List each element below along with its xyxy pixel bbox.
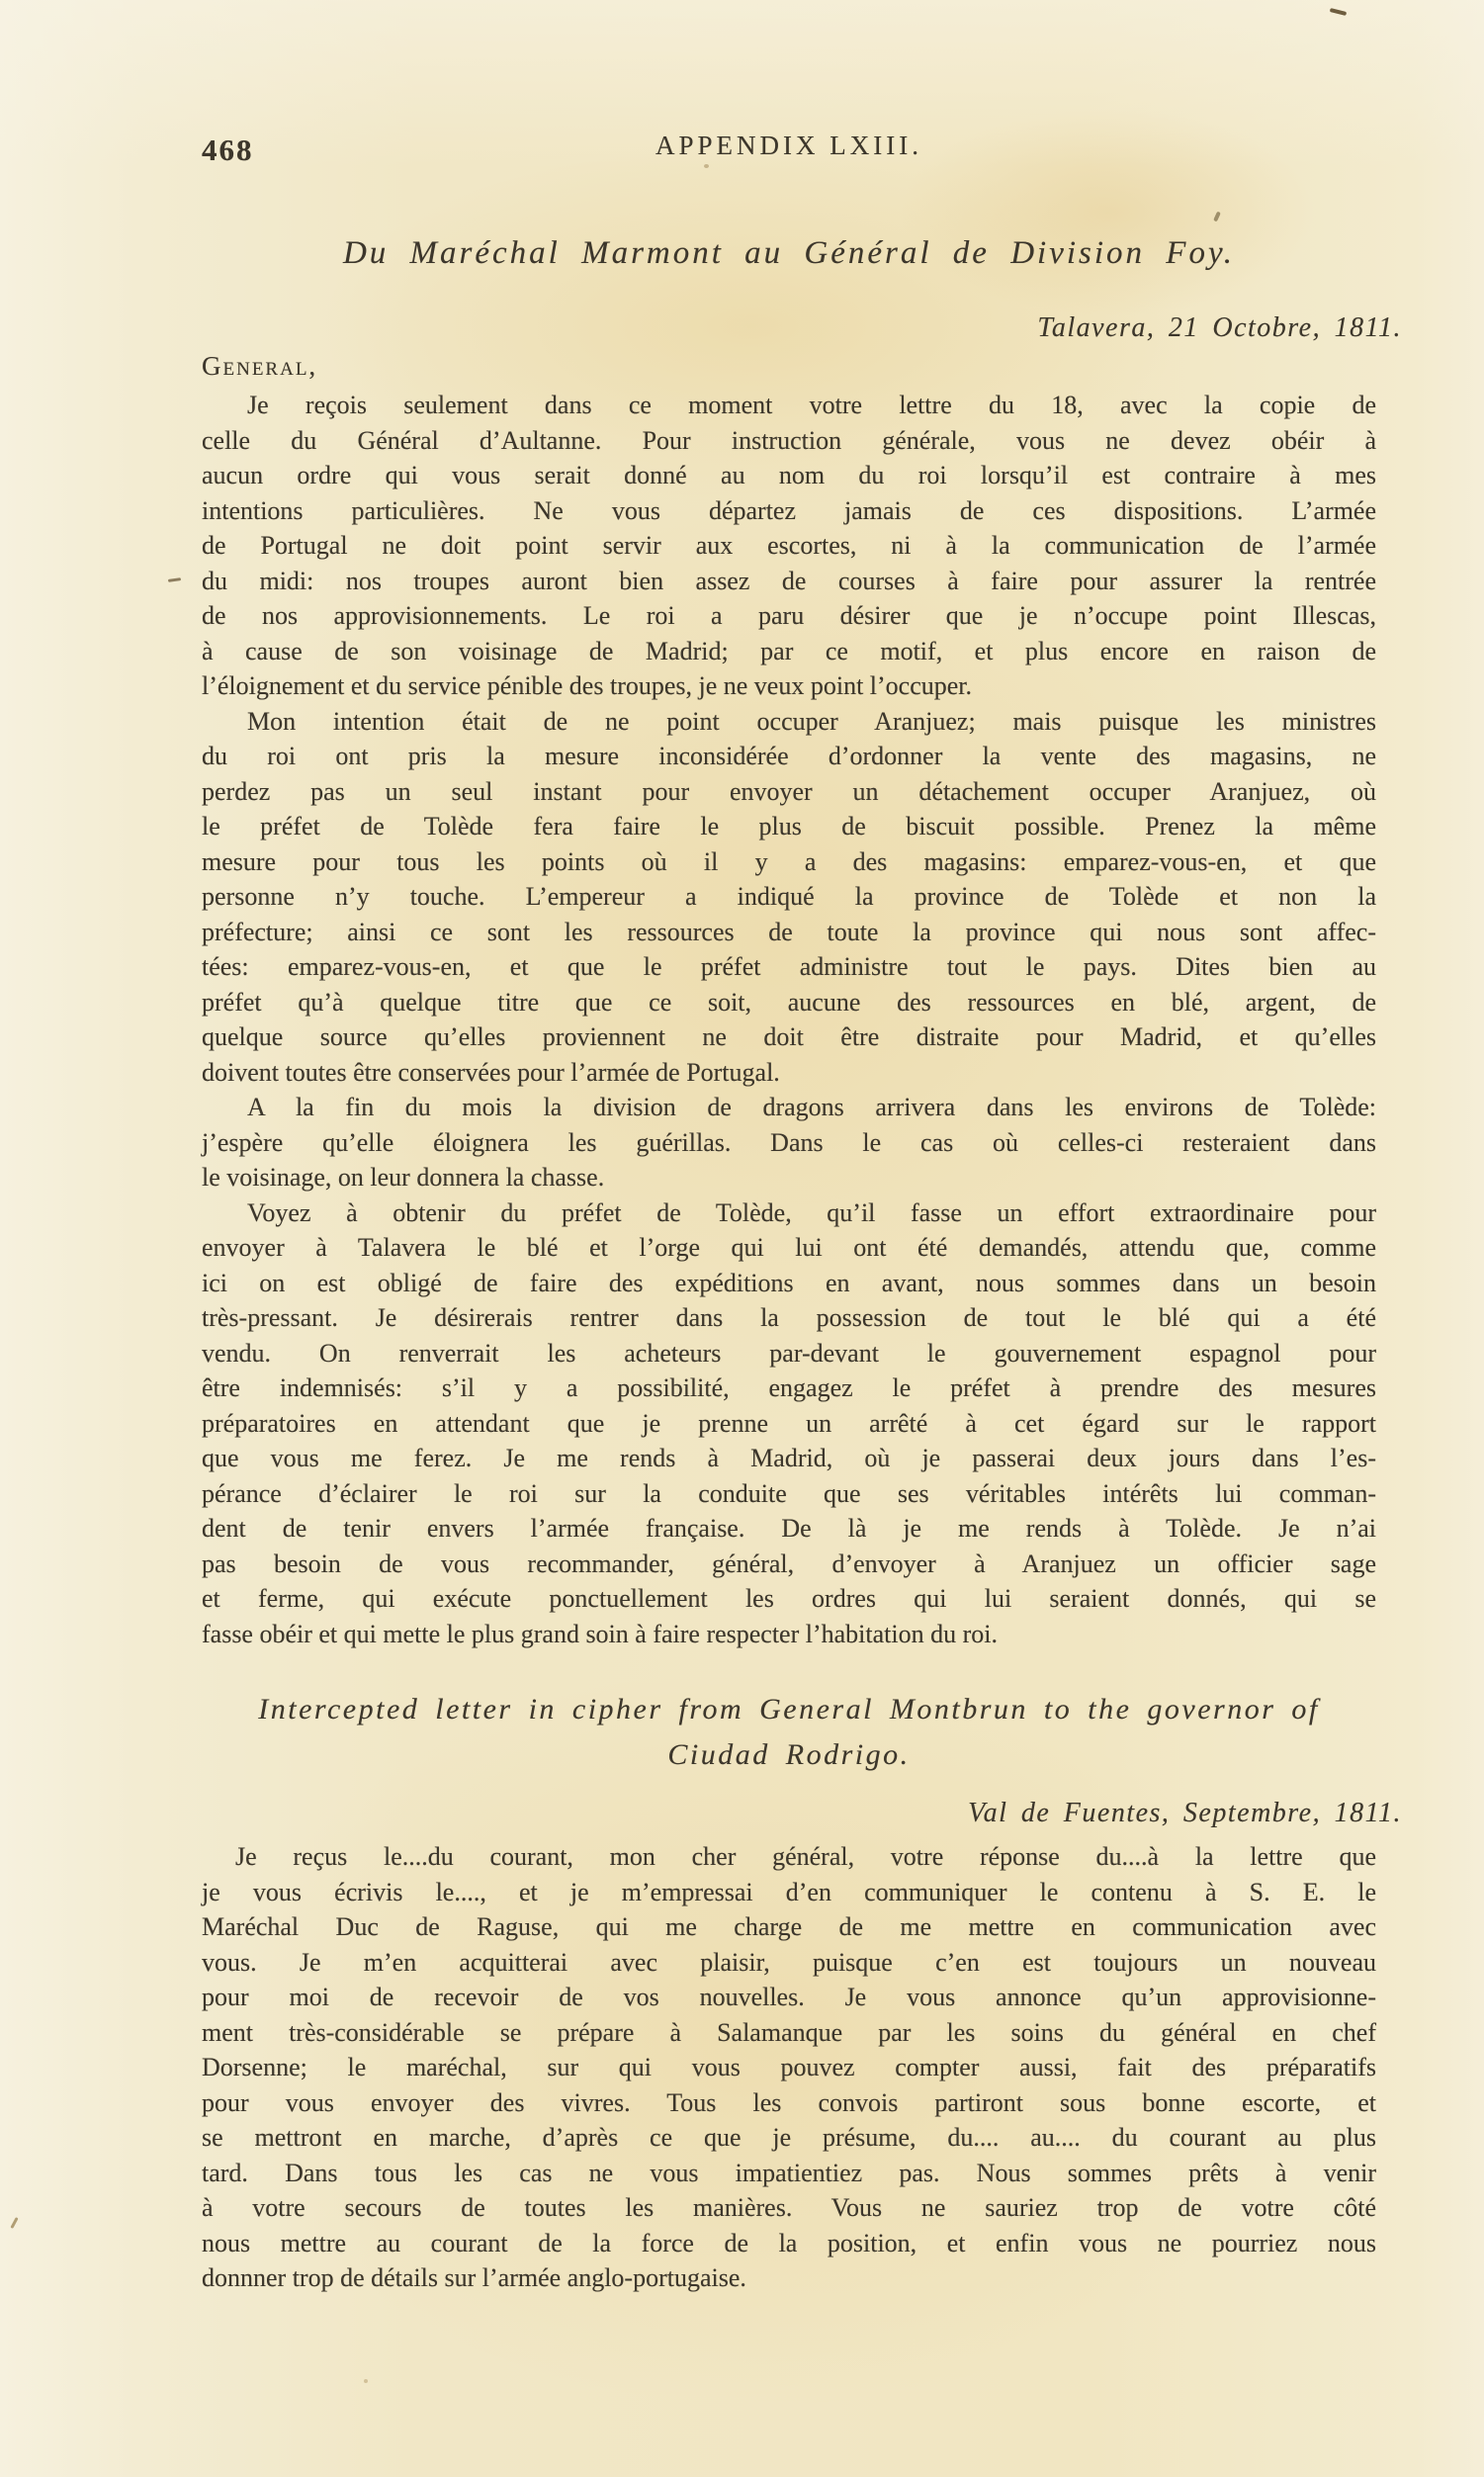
text-line: dent de tenir envers l’armée française. De là je me rends à Tolède. Je n’ai xyxy=(202,1514,1376,1543)
text-line: intentions particulières. Ne vous départez jamais de ces dispositions. L’armée xyxy=(202,495,1376,525)
text-line: vendu. On renverrait les acheteurs par-devant le gouvernement espagnol pour xyxy=(202,1338,1376,1368)
text-line: mesure pour tous les points où il y a des magasins: emparez-vous-en, et que xyxy=(202,846,1376,876)
text-line: tées: emparez-vous-en, et que le préfet administre tout le pays. Dites bien au xyxy=(202,952,1376,981)
paper-speck xyxy=(168,577,181,582)
text-line: A la fin du mois la division de dragons arrivera dans les environs de Tolède: xyxy=(247,1093,1376,1121)
paragraph xyxy=(202,1839,1376,2296)
running-head xyxy=(0,131,1484,170)
text-line: celle du Général d’Aultanne. Pour instruction générale, vous ne devez obéir à xyxy=(202,425,1376,455)
paper-speck xyxy=(364,2379,368,2383)
text-line: tard. Dans tous les cas ne vous impatientiez pas. Nous sommes prêts à venir xyxy=(202,2158,1376,2187)
page-number: 468 xyxy=(202,133,254,167)
text-line: nous mettre au courant de la force de la position, et enfin vous ne pourriez nous xyxy=(202,2228,1376,2257)
paragraph xyxy=(202,388,1376,704)
text-line: être indemnisés: s’il y a possibilité, engagez le préfet à prendre des mesures xyxy=(202,1373,1376,1402)
letter-montbrun-title-line2: Ciudad Rodrigo. xyxy=(667,1738,911,1771)
paper-speck xyxy=(10,2217,18,2229)
text-line: de nos approvisionnements. Le roi a paru désirer que je n’occupe point Illescas, xyxy=(202,601,1376,630)
paper-speck xyxy=(1213,212,1221,222)
text-line: préfet qu’à quelque titre que ce soit, aucune des ressources en blé, argent, de xyxy=(202,987,1376,1017)
paragraph xyxy=(202,1195,1376,1652)
text-line: ment très-considérable se prépare à Salamanque par les soins du général en chef xyxy=(202,2017,1376,2047)
text-line: doivent toutes être conservées pour l’armée de Portugal. xyxy=(202,1057,780,1087)
text-line: Maréchal Duc de Raguse, qui me charge de me mettre en communication avec xyxy=(202,1912,1376,1941)
text-line: vous. Je m’en acquitterai avec plaisir, puisque c’en est toujours un nouveau xyxy=(202,1947,1376,1977)
text-line: j’espère qu’elle éloignera les guérillas. Dans le cas où celles-ci resteraient dans xyxy=(202,1127,1376,1157)
text-line: le préfet de Tolède fera faire le plus de biscuit possible. Prenez la même xyxy=(202,812,1376,840)
text-line: Je reçois seulement dans ce moment votre lettre du 18, avec la copie de xyxy=(247,391,1376,419)
letter-marmont-dateline: Talavera, 21 Octobre, 1811. xyxy=(1037,312,1402,343)
text-line: l’éloignement et du service pénible des troupes, je ne veux point l’occuper. xyxy=(202,671,973,700)
text-line: et ferme, qui exécute ponctuellement les ordres qui lui seraient donnés, qui se xyxy=(202,1584,1376,1613)
text-line: je vous écrivis le...., et je m’empressai d’en communiquer le contenu à S. E. le xyxy=(202,1877,1376,1906)
letter-marmont-body xyxy=(202,388,1376,1651)
letter-montbrun-body xyxy=(202,1839,1376,2296)
text-line: très-pressant. Je désirerais rentrer dans la possession de tout le blé qui a été xyxy=(202,1303,1376,1332)
text-line: le voisinage, on leur donnera la chasse. xyxy=(202,1163,605,1192)
text-line: aucun ordre qui vous serait donné au nom du roi lorsqu’il est contraire à mes xyxy=(202,461,1376,489)
text-line: à cause de son voisinage de Madrid; par ce motif, et plus encore en raison de xyxy=(202,636,1376,665)
text-line: Voyez à obtenir du préfet de Tolède, qu’il fasse un effort extraordinaire pour xyxy=(247,1197,1376,1227)
text-line: pour moi de recevoir de vos nouvelles. Je vous annonce qu’un approvisionne- xyxy=(202,1983,1376,2011)
text-line: Dorsenne; le maréchal, sur qui vous pouvez compter aussi, fait des préparatifs xyxy=(202,2053,1376,2081)
text-line: fasse obéir et qui mette le plus grand soin à faire respecter l’habitation du roi. xyxy=(202,1619,998,1648)
letter-montbrun-title-line1: Intercepted letter in cipher from General Montbrun to the governor of xyxy=(258,1693,1320,1725)
text-line: préfecture; ainsi ce sont les ressources de toute la province qui nous sont affec- xyxy=(202,917,1376,946)
text-line: ici on est obligé de faire des expéditions en avant, nous sommes dans un besoin xyxy=(202,1268,1376,1297)
text-line: préparatoires en attendant que je prenne un arrêté à cet égard sur le rapport xyxy=(202,1408,1376,1438)
text-line: de Portugal ne doit point servir aux escortes, ni à la communication de l’armée xyxy=(202,531,1376,560)
text-line: se mettront en marche, d’après ce que je présume, du.... au.... du courant au plus xyxy=(202,2123,1376,2152)
letter-montbrun-title xyxy=(155,1687,1423,1778)
running-title: APPENDIX LXIII. xyxy=(655,131,922,160)
text-line: pour vous envoyer des vivres. Tous les convois partiront sous bonne escorte, et xyxy=(202,2087,1376,2117)
text-line: pérance d’éclairer le roi sur la conduite que ses véritables intérêts lui comman- xyxy=(202,1478,1376,1508)
text-line: que vous me ferez. Je me rends à Madrid, où je passerai deux jours dans l’es- xyxy=(202,1444,1376,1472)
paper-speck xyxy=(704,164,709,168)
letter-marmont-title: Du Maréchal Marmont au Général de Division Foy. xyxy=(342,235,1236,271)
text-line: du midi: nos troupes auront bien assez de courses à faire pour assurer la rentrée xyxy=(202,566,1376,595)
text-line: Mon intention était de ne point occuper Aranjuez; mais puisque les ministres xyxy=(247,706,1376,736)
letter-montbrun-dateline: Val de Fuentes, Septembre, 1811. xyxy=(968,1798,1402,1828)
text-line: quelque source qu’elles proviennent ne doit être distraite pour Madrid, et qu’elles xyxy=(202,1022,1376,1051)
paragraph xyxy=(202,704,1376,1091)
text-line: à votre secours de toutes les manières. Vous ne sauriez trop de votre côté xyxy=(202,2193,1376,2222)
paragraph xyxy=(202,1090,1376,1195)
paper-speck xyxy=(1330,8,1347,16)
text-line: perdez pas un seul instant pour envoyer un détachement occuper Aranjuez, où xyxy=(202,776,1376,806)
text-line: Je reçus le....du courant, mon cher général, votre réponse du....à la lettre que xyxy=(235,1842,1376,1871)
letter-marmont-salutation: General, xyxy=(202,351,318,381)
text-line: donnner trop de détails sur l’armée anglo-portugaise. xyxy=(202,2263,746,2292)
text-line: envoyer à Talavera le blé et l’orge qui lui ont été demandés, attendu que, comme xyxy=(202,1233,1376,1262)
text-line: du roi ont pris la mesure inconsidérée d’ordonner la vente des magasins, ne xyxy=(202,742,1376,770)
text-line: pas besoin de vous recommander, général, d’envoyer à Aranjuez un officier sage xyxy=(202,1548,1376,1578)
text-line: personne n’y touche. L’empereur a indiqué la province de Tolède et non la xyxy=(202,882,1376,911)
